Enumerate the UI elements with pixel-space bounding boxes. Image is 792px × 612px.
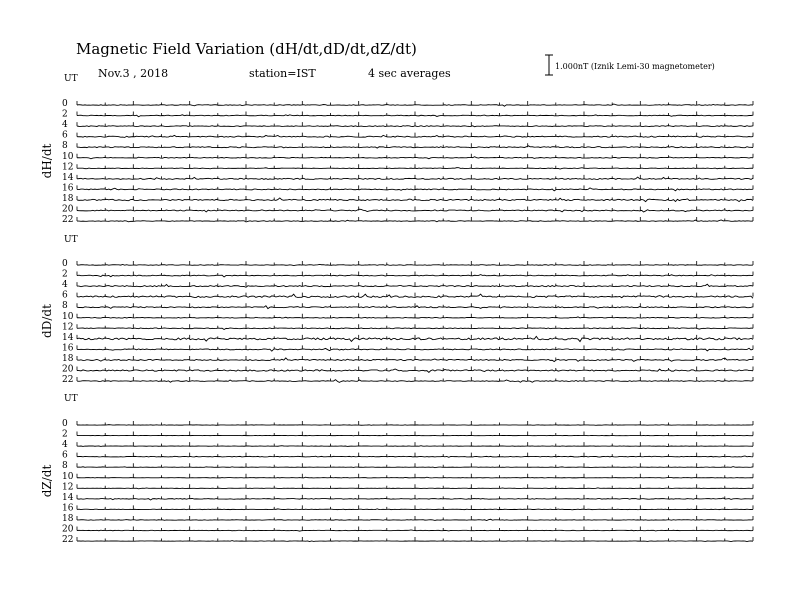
panel-ylabel: dZ/dt	[40, 464, 54, 498]
row-label: 14	[62, 172, 74, 183]
trace-line	[77, 157, 753, 159]
row-ticks	[77, 527, 753, 531]
ut-label: UT	[64, 394, 78, 404]
row-label: 8	[62, 301, 68, 312]
date-text: Nov.3 , 2018	[98, 67, 169, 80]
row-label: 14	[62, 332, 74, 343]
row-label: 6	[62, 290, 68, 301]
row-ticks	[77, 432, 753, 436]
row-label: 12	[62, 322, 74, 333]
row-label: 6	[62, 450, 68, 461]
trace-line	[77, 530, 753, 531]
trace-line	[77, 446, 753, 447]
row-label: 16	[62, 343, 74, 354]
trace-line	[77, 509, 753, 510]
row-label: 22	[62, 215, 74, 226]
ut-label: UT	[64, 74, 78, 84]
row-ticks	[77, 453, 753, 457]
row-label: 2	[62, 429, 68, 440]
row-ticks	[77, 207, 753, 211]
row-label: 10	[62, 471, 74, 482]
trace-line	[77, 519, 753, 520]
row-ticks	[77, 293, 753, 297]
row-label: 22	[62, 375, 74, 386]
row-label: 4	[62, 280, 68, 291]
row-label: 4	[62, 440, 68, 451]
trace-line	[77, 168, 753, 169]
ut-label: UT	[64, 235, 78, 245]
row-label: 18	[62, 193, 74, 204]
panel-ylabel: dH/dt	[40, 143, 54, 179]
row-ticks	[77, 505, 753, 509]
row-label: 20	[62, 364, 74, 375]
row-label: 2	[62, 109, 68, 120]
trace-line	[77, 264, 753, 265]
row-label: 16	[62, 183, 74, 194]
row-ticks	[77, 282, 753, 286]
row-label: 10	[62, 311, 74, 322]
row-label: 4	[62, 120, 68, 131]
row-ticks	[77, 537, 753, 541]
scale-text: 1.000nT (Iznik Lemi-30 magnetometer)	[555, 62, 715, 71]
station-text: station=IST	[249, 67, 316, 80]
row-label: 2	[62, 269, 68, 280]
row-ticks	[77, 345, 753, 349]
panel-ylabel: dD/dt	[40, 304, 54, 338]
row-ticks	[77, 217, 753, 221]
row-label: 12	[62, 482, 74, 493]
row-ticks	[77, 261, 753, 265]
row-label: 0	[62, 259, 68, 269]
row-ticks	[77, 463, 753, 467]
row-label: 22	[62, 535, 74, 546]
row-label: 20	[62, 524, 74, 535]
row-ticks	[77, 474, 753, 478]
trace-line	[77, 328, 753, 330]
row-label: 10	[62, 151, 74, 162]
trace-line	[77, 467, 753, 468]
row-ticks	[77, 484, 753, 488]
row-label: 0	[62, 99, 68, 109]
chart-title: Magnetic Field Variation (dH/dt,dD/dt,dZ/dt)	[76, 40, 417, 58]
row-label: 14	[62, 492, 74, 503]
scale-bar	[545, 55, 553, 75]
row-label: 0	[62, 419, 68, 429]
row-ticks	[77, 442, 753, 446]
row-ticks	[77, 421, 753, 425]
panel-dZdt	[40, 394, 753, 545]
row-label: 8	[62, 461, 68, 472]
row-label: 8	[62, 141, 68, 152]
averaging-text: 4 sec averages	[368, 67, 451, 80]
row-label: 12	[62, 162, 74, 173]
trace-line	[77, 126, 753, 127]
trace-line	[77, 115, 753, 117]
row-ticks	[77, 272, 753, 276]
trace-line	[77, 104, 753, 106]
trace-line	[77, 488, 753, 489]
row-label: 16	[62, 503, 74, 514]
row-label: 20	[62, 204, 74, 215]
trace-line	[77, 541, 753, 542]
panel-dHdt	[40, 74, 753, 225]
trace-line	[77, 425, 753, 426]
panel-dDdt	[40, 235, 753, 385]
row-label: 18	[62, 513, 74, 524]
row-label: 18	[62, 353, 74, 364]
row-ticks	[77, 495, 753, 499]
row-label: 6	[62, 130, 68, 141]
